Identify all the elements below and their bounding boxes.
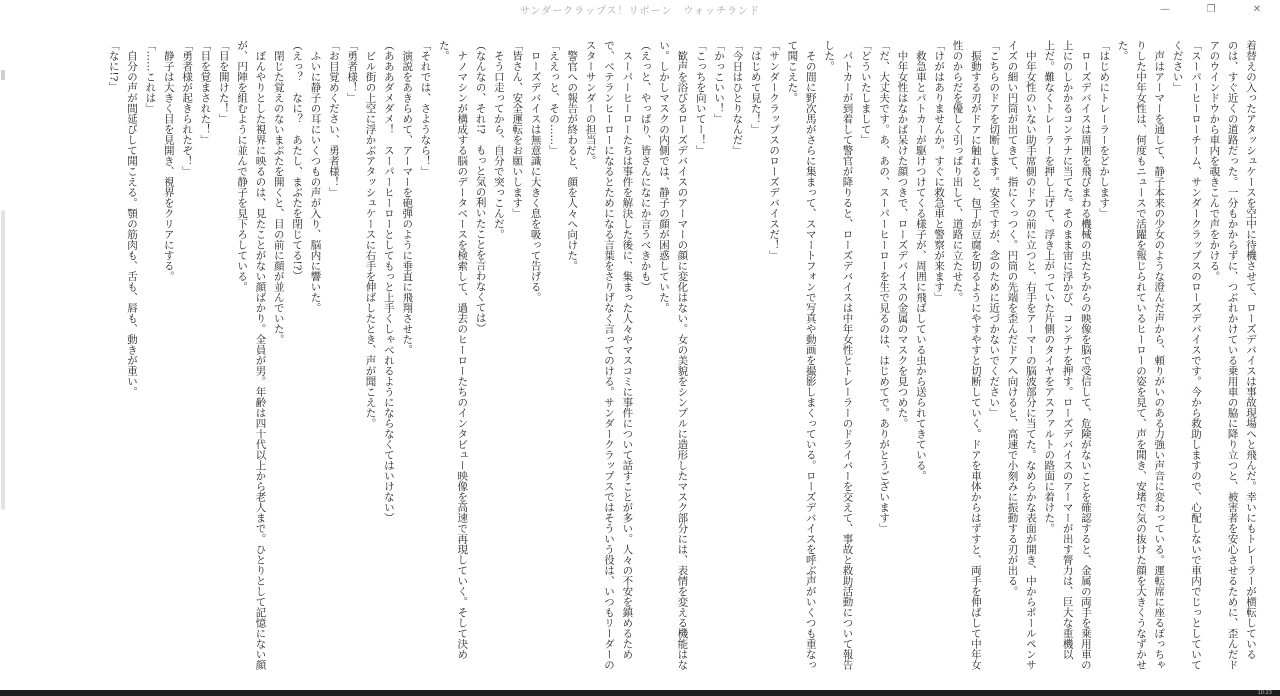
text-line: 「こっちを向いてー！」 [694, 40, 707, 156]
minimize-button[interactable]: — [1160, 3, 1170, 15]
text-line: スーパーヒーローたちは事件を解決した後に、集まった人々やマスコミに事件について話すことが多い。人々の不安を鎮めるため [621, 40, 634, 660]
text-line: ぼんやりとした視界に映るのは、見たことがない顔ばかり。全員が男。年齢は四十代以上から老人まで。ひとりとして記憶にない顔 [254, 40, 267, 670]
window-title: サンダークラップス！リボーン ウォッチランド [520, 5, 760, 17]
text-line: 救急車とパトカーが駆けつけてくる様子が、周囲に飛ばしている虫から送られてきている。 [914, 40, 927, 481]
text-line: 閉じた覚えのないまぶたを開くと、目の前に顔が並んでいた。 [272, 40, 285, 345]
text-line: て聞こえた。 [786, 40, 799, 103]
text-line: ナノマシンが構成する脳のデータベースを検索して、過去のヒーローたちのインタビュー映像を高速で再現していく。そして決め [456, 40, 469, 660]
text-line: 警官への報告が終わると、顔を人々へ向けた。 [566, 40, 579, 271]
text-line: 「こちらのドアを切断します。安全ですが、念のために近づかないでください」 [988, 40, 1001, 418]
text-line: 「勇者様！」 [346, 40, 359, 103]
text-line: 中年女性はなかば呆けた顔つきで、ローズデバイスの金属のマスクを見つめた。 [896, 40, 909, 429]
scrollbar-thumb[interactable] [1, 210, 5, 510]
text-line: 「……これは」 [144, 40, 157, 114]
text-line: 中年女性のいない助手席側のドアの前に立つと、右手をアーマーの脳波部分に当てた。なめらかな表面が開き、中からポールペンサ [1024, 40, 1037, 670]
text-line: 性のからだを優しく引っぱり出して、道路に立たせた。 [951, 40, 964, 303]
text-line: で、ベテランヒーローになるとためになる言葉をさりげなく言ってのける。サンダークラップスではそういう役は、いつもリーダーの [602, 40, 615, 670]
text-line: 「けがはありませんか。すぐに救急車と警察が来ます」 [933, 40, 946, 303]
text-line: 「はじめにトレーラーをどかします」 [1098, 40, 1111, 219]
text-line: （えっ？ なに？ あたし、まぶたを閉じてる!?） [291, 40, 304, 281]
text-line: パトカーが到着して警官が降りると、ローズデバイスは中年女性とトレーラーのドライバーを交えて、事故と救助活動について報告 [841, 40, 854, 670]
text-line: のは、すぐ近くの道路だった。一分もかからずに、つぶれかけている乗用車の脇に降り立つと、被害者を安心させるために、歪んだド [1226, 40, 1239, 670]
text-line: 「なに!?」 [107, 40, 120, 92]
close-button[interactable]: ✕ [1252, 3, 1262, 15]
text-line: ふいに静子の耳にいくつもの声が入り、脳内に響いた。 [309, 40, 322, 313]
text-line: りした中年女性は、何度もニュースで活躍を報じられているヒーローの姿を見て、声を聞き、安堵で気の抜けた顔を大きくうなずかせ [1134, 40, 1147, 670]
text-line: アのウインドウから車内を覗きこんで声をかける。 [1208, 40, 1221, 282]
text-line: （あああダメダメ！ スーパーヒーローとしてもっと上手くしゃべれるようにならなくてはいけない） [382, 40, 395, 523]
text-line: ビル街の上空に浮かぶアタッシュケースに右手を伸ばしたとき、声が聞こえた。 [364, 40, 377, 429]
text-line: そう口走ってから、自分で突っこんだ。 [492, 40, 505, 240]
scroll-position-marker [1, 70, 5, 80]
window-controls [1142, 0, 1280, 18]
text-line: 上だ。難なくトレーラーを押し上げて、浮き上がっていた片側のタイヤをアスファルトの路面に着けた。 [1043, 40, 1056, 534]
text-line: 「勇者様が起きられたぞ！」 [181, 40, 194, 177]
text-line: 「スーパーヒーローチーム、サンダークラップスのローズデバイスです。今から救助しますので、心配しないで車内でじっとしていて [1189, 40, 1202, 670]
taskbar-clock: 10:23 [1257, 690, 1272, 696]
text-line: た。 [1116, 40, 1129, 61]
text-line: 「目を覚まされた！」 [199, 40, 212, 145]
text-line: が、円陣を組むように並んで静子を見下ろしている。 [236, 40, 249, 292]
text-line: 「今日はひとりなんだ」 [731, 40, 744, 156]
text-line: 静子は大きく目を見開き、視界をクリアにする。 [162, 40, 175, 282]
text-line: た。 [437, 40, 450, 61]
text-line: その間に野次馬がさらに集まって、スマートフォンで写真や動画を撮影しまくっている。ローズデバイスを呼ぶ声がいくつも重なっ [804, 40, 817, 670]
text-line: 「お目覚めください、勇者様！」 [327, 40, 340, 198]
text-line: （なんなの、それ!? もっと気の利いたことを言わなくては） [474, 40, 487, 334]
text-line: 振動する刃がドアに触れると、包丁が豆腐を切るようにやすやすと切断していく。ドアを車体からはずすと、両手を伸ばして中年女 [969, 40, 982, 670]
text-line: い。しかしマスクの内側では、静子の顔が困惑していた。 [658, 40, 670, 313]
text-line: 上にのしかかるコンテナに当てた。そのまま宙に浮かび、コンテナを押す。ローズデバイスのアーマーが出す膂力は、巨大な重機以 [1061, 40, 1074, 660]
text-line: 演説をあきらめて、アーマーを砲弾のように垂直に飛翔させた。 [401, 40, 414, 355]
window-titlebar [0, 0, 1280, 18]
text-line: 「かっこいい！」 [713, 40, 726, 124]
text-line: 「目を開けた！」 [217, 40, 230, 124]
text-line: 声はアーマーを通して、静子本来の少女のような澄んだ声から、頼りがいのある力強い声音に変わっている。運転席に座るぽっちゃ [1153, 40, 1166, 670]
taskbar [0, 690, 1280, 696]
text-line: 「はじめて見た！」 [749, 40, 762, 135]
scrollbar[interactable] [0, 50, 6, 690]
text-line: した。 [823, 40, 836, 72]
text-line: 「皆さん、安全運転をお願いします」 [511, 40, 524, 219]
text-line: 自分の声が間延びして聞こえる。顎の筋肉も、舌も、唇も、動きが重い。 [126, 40, 139, 397]
text-line: 歓声を浴びるローズデバイスのアーマーの顔に変化はない。女の美貌をシンプルに造形したマスク部分には、表情を変える機能はな [676, 40, 689, 670]
text-line: ローズデバイスは無意識に大きく息を吸って告げる。 [529, 40, 542, 303]
vertical-text-body [30, 40, 1260, 688]
text-line: ローズデバイスは周囲を飛びまわる機械の虫たちからの映像を脳で受信して、危険がないことを確認すると、金属の両手を乗用車の [1079, 40, 1092, 670]
text-line: 着替えの入ったアタッシュケースを空中に待機させて、ローズデバイスは事故現場へと飛んだ。幸いにもトレーラーが横転している [1245, 40, 1257, 660]
text-line: 「ええっと、その……」 [547, 40, 560, 156]
text-line: （えっと、やっぱり、皆さんになにか言うべきかも） [639, 40, 652, 292]
text-line: イズの細い円筒が出てきて、指にくっつく。円筒の先端を歪んだドアへ向けると、高速で小刻みに振動する刃が出る。 [1006, 40, 1019, 597]
text-line: ください」 [1171, 40, 1184, 93]
text-line: 「それでは、さようなら！」 [419, 40, 432, 177]
text-line: 「サンダークラップスのローズデバイスだ！」 [768, 40, 781, 261]
text-line: 「どういたしまして」 [859, 40, 872, 145]
restore-button[interactable]: ❐ [1206, 3, 1216, 15]
text-line: 「だ、大丈夫です。あ、あの、スーパーヒーローを生で見るのは、はじめてで。ありがとうございます」 [878, 40, 891, 534]
text-line: スターサンダーの担当だ。 [584, 40, 597, 166]
vertical-text-column [104, 40, 1260, 688]
